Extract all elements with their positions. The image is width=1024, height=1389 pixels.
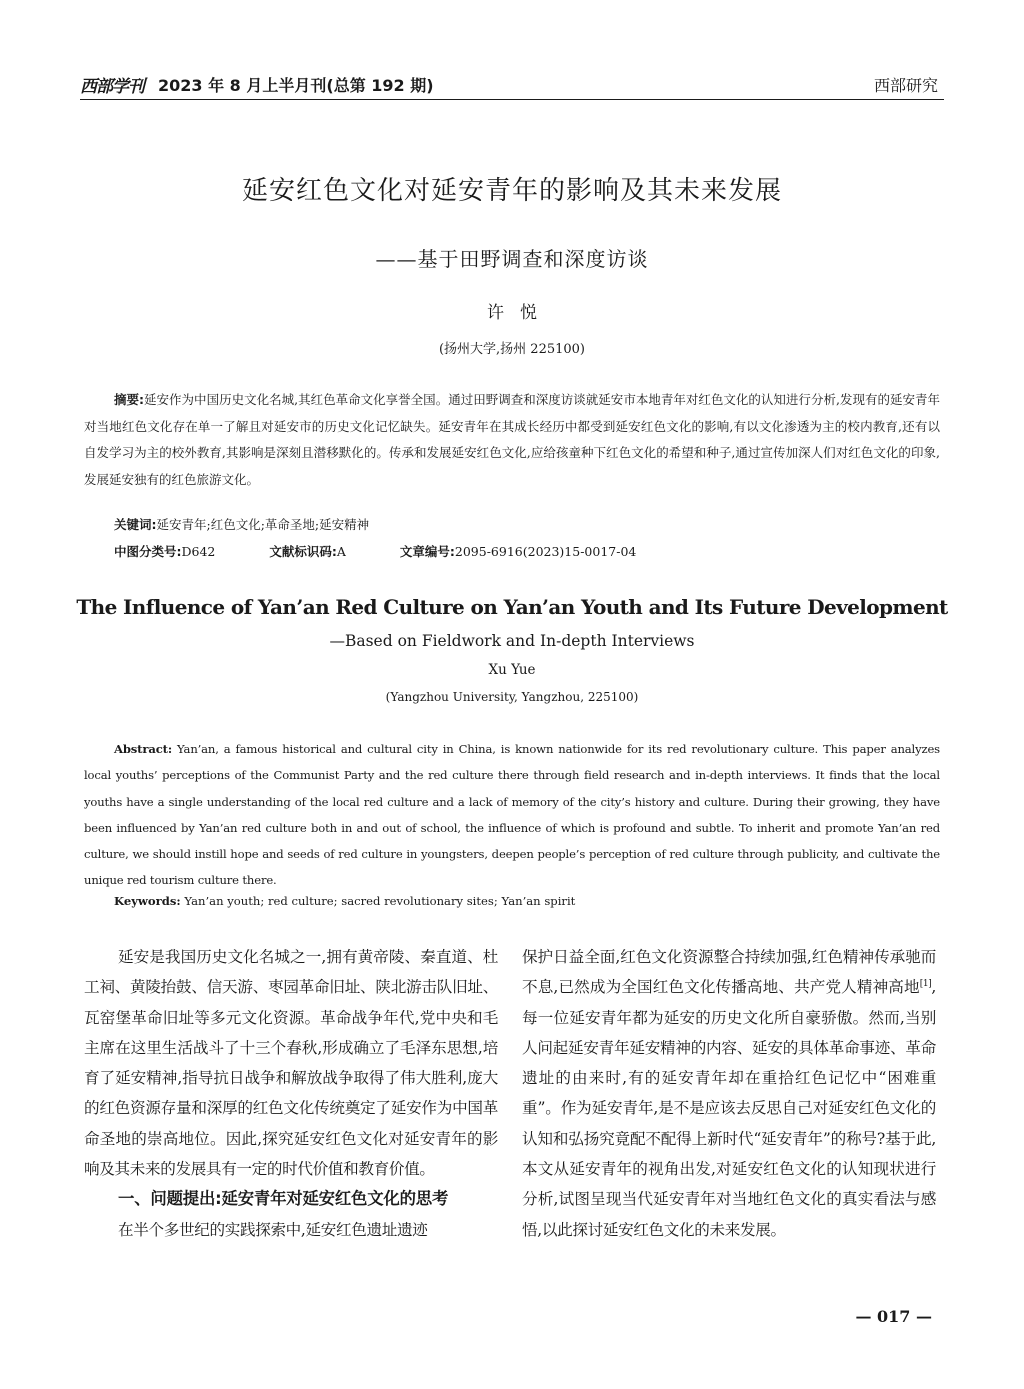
section-name: 西部研究 xyxy=(873,76,938,95)
abstract-en-text: Yan’an, a famous historical and cultural city in China, is known nationwide for its red revolutionary culture. This paper analyzes local youths’ perceptions of the Communist Party and the red culture there through field research and in-depth interviews. It finds that the local youths have a single understanding of the local red culture and a lack of memory of the city’s history and culture. During their growing, they have been influenced by Yan’an red culture both in and out of school, the influence of which is profound and subtle. To inherit and promote Yan’an red culture, we should instill hope and seeds of red culture in youngsters, deepen people’s perception of red culture through publicity, and cultivate the unique red tourism culture there. xyxy=(84,742,940,888)
paper-subtitle-en: —Based on Fieldwork and In-depth Interviews xyxy=(329,632,695,650)
keywords-cn xyxy=(114,515,369,533)
article-no-value: 2095-6916(2023)15-0017-04 xyxy=(454,544,637,559)
keywords-en-label: Keywords: xyxy=(114,894,181,908)
paper-title-cn: 延安红色文化对延安青年的影响及其未来发展 xyxy=(241,176,782,206)
paper-title-en: The Influence of Yan’an Red Culture on Yan’an Youth and Its Future Development xyxy=(76,595,948,619)
page-number: — 017 — xyxy=(855,1307,932,1326)
header-divider xyxy=(80,99,944,100)
article-no-label: 文章编号: xyxy=(399,544,455,559)
paper-subtitle-cn: ——基于田野调查和深度访谈 xyxy=(375,247,649,271)
body-column-right xyxy=(522,942,936,1245)
section-heading-1: 一、问题提出:延安青年对延安红色文化的思考 xyxy=(118,1189,449,1209)
classification-line xyxy=(114,542,934,560)
right-col-text-part1: 保护日益全面,红色文化资源整合持续加强,红色精神传承驰而不息,已然成为全国红色文化传播高地、共产党人精神高地 xyxy=(522,948,936,997)
author-cn: 许悦 xyxy=(487,303,553,323)
doc-code-label: 文献标识码: xyxy=(269,544,337,559)
clc-value: D642 xyxy=(181,544,216,559)
abstract-cn-label: 摘要: xyxy=(114,392,145,407)
intro-paragraph: 延安是我国历史文化名城之一,拥有黄帝陵、秦直道、杜工祠、黄陵抬鼓、信天游、枣园革命旧址、陕北游击队旧址、瓦窑堡革命旧址等多元文化资源。革命战争年代,党中央和毛主席在这里生活战斗了十三个春秋,形成确立了毛泽东思想,培育了延安精神,指导抗日战争和解放战争取得了伟大胜利,庞大的红色资源存量和深厚的红色文化传统奠定了延安作为中国革命圣地的崇高地位。因此,探究延安红色文化对延安青年的影响及其未来的发展具有一定的时代价值和教育价值。 xyxy=(84,948,498,1179)
doc-code-value: A xyxy=(336,544,346,559)
abstract-en-label: Abstract: xyxy=(114,742,172,756)
body-column-left xyxy=(84,942,498,1245)
section1-paragraph-continued xyxy=(522,942,936,1245)
issue-info: 2023 年 8 月上半月刊(总第 192 期) xyxy=(158,76,434,95)
journal-logo: 西部学刊 xyxy=(80,77,144,97)
keywords-cn-label: 关键词: xyxy=(114,517,157,532)
abstract-en xyxy=(84,736,940,894)
affiliation-en: (Yangzhou University, Yangzhou, 225100) xyxy=(385,690,639,704)
right-col-text-part2: ,每一位延安青年都为延安的历史文化所自豪骄傲。然而,当别人问起延安青年延安精神的内容、延安的具体革命事迹、革命遗址的由来时,有的延安青年却在重拾红色记忆中“困难重重”。作为延安青年,是不是应该去反思自己对延安红色文化的认知和弘扬究竟配不配得上新时代“延安青年”的称号?基于此,本文从延安青年的视角出发,对延安红色文化的认知现状进行分析,试图呈现当代延安青年对当地红色文化的真实看法与感悟,以此探讨延安红色文化的未来发展。 xyxy=(522,978,936,1239)
running-header xyxy=(80,70,944,98)
affiliation-cn: (扬州大学,扬州 225100) xyxy=(438,342,586,357)
abstract-cn xyxy=(84,387,940,493)
abstract-cn-text: 延安作为中国历史文化名城,其红色革命文化享誉全国。通过田野调查和深度访谈就延安市本地青年对红色文化的认知进行分析,发现有的延安青年对当地红色文化存在单一了解且对延安市的历史文化记忆缺失。延安青年在其成长经历中都受到延安红色文化的影响,有以文化渗透为主的校内教育,还有以自发学习为主的校外教育,其影响是深刻且潜移默化的。传承和发展延安红色文化,应给孩童种下红色文化的希望和种子,通过宣传加深人们对红色文化的印象,发展延安独有的红色旅游文化。 xyxy=(84,392,940,487)
keywords-cn-text: 延安青年;红色文化;革命圣地;延安精神 xyxy=(156,517,370,532)
keywords-en-text: Yan’an youth; red culture; sacred revolutionary sites; Yan’an spirit xyxy=(184,894,576,908)
author-en: Xu Yue xyxy=(488,662,536,678)
keywords-en xyxy=(114,894,575,908)
section1-paragraph-start: 在半个多世纪的实践探索中,延安红色遗址遗迹 xyxy=(118,1220,428,1239)
clc-label: 中图分类号: xyxy=(114,544,182,559)
citation-marker: [1] xyxy=(919,979,932,990)
